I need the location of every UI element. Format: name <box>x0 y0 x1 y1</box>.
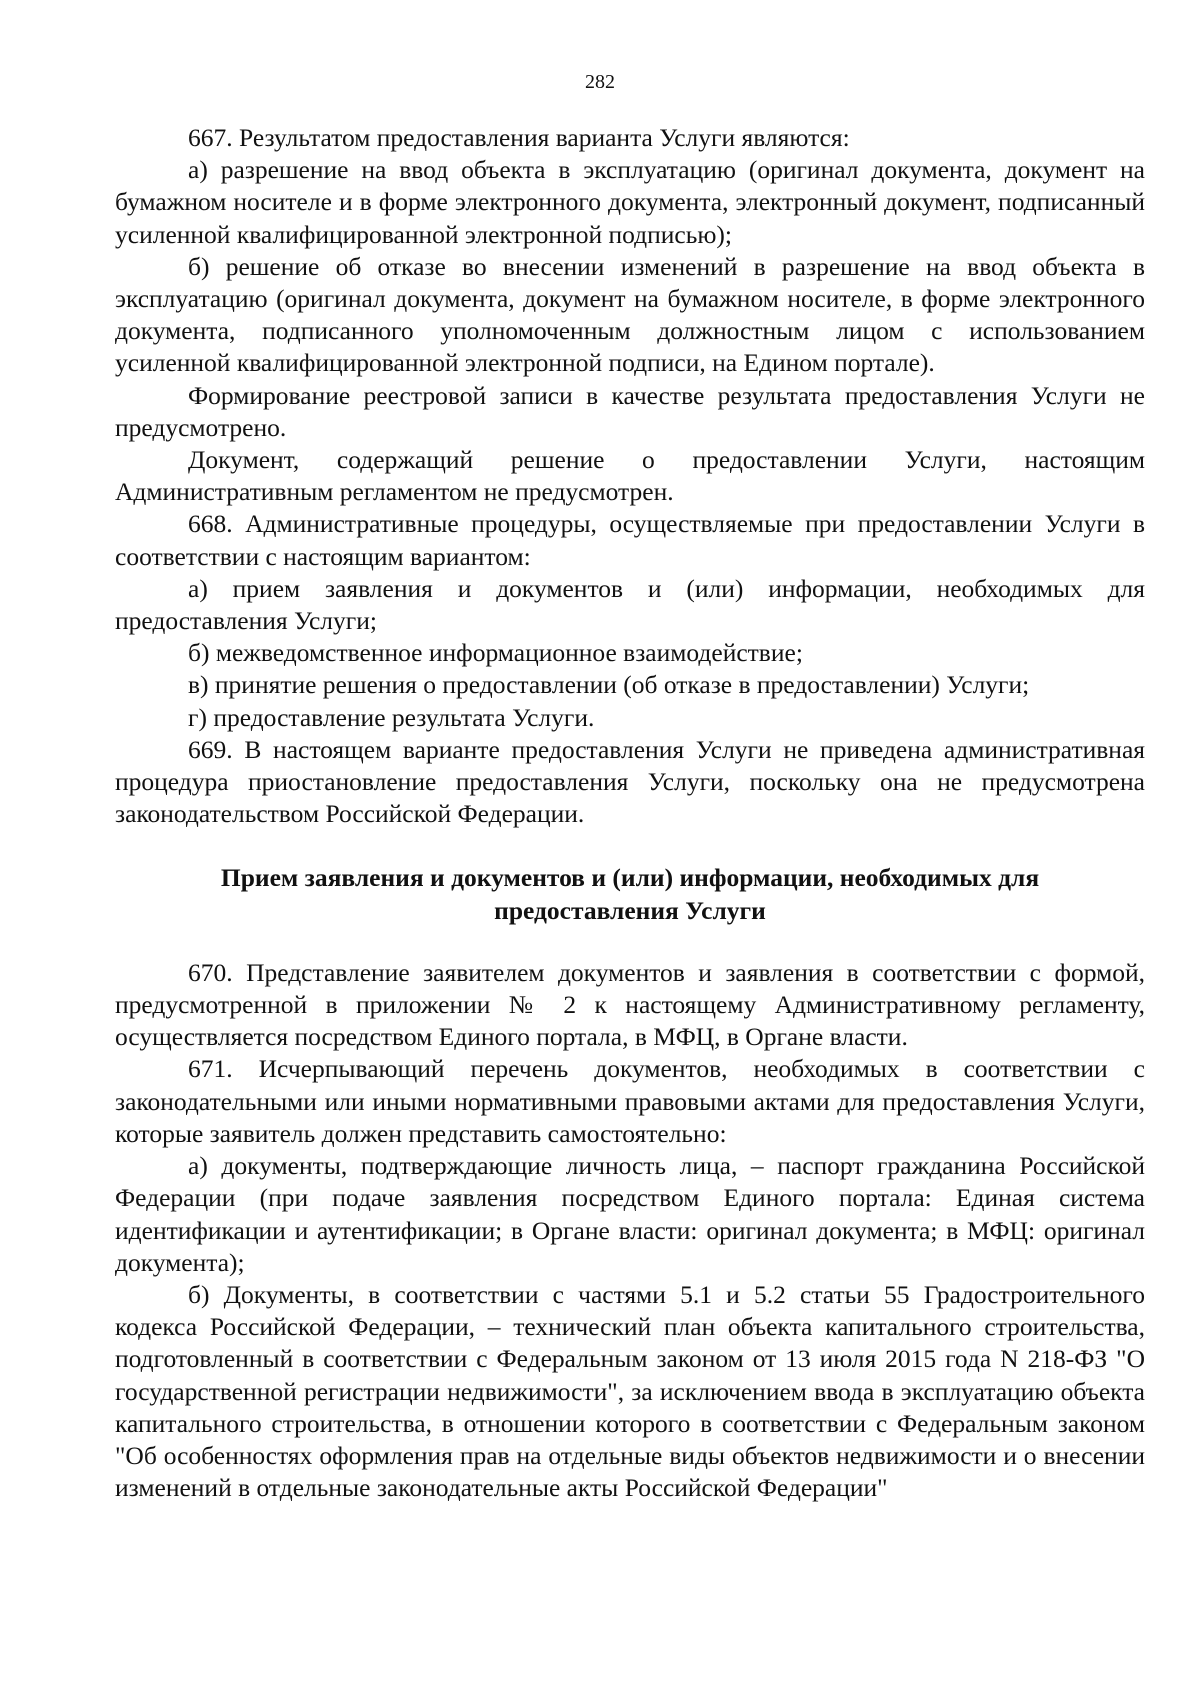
paragraph-667: 667. Результатом предоставления варианта Услуги являются: <box>188 123 850 152</box>
paragraph-registry-record: Формирование реестровой записи в качестве результата предоставления Услуги не предусмотрено. <box>115 380 1145 442</box>
paragraph-671-b: б) Документы, в соответствии с частями 5.1 и 5.2 статьи 55 Градостроительного кодекса Российской Федерации, – технический план объекта капитального строительства, подготовленный в соответствии с Федеральным законом от 13 июля 2015 года N 218-ФЗ "О государственной регистрации недвижимости", за исключением ввода в эксплуатацию объекта капитального строительства, в отношении которого в соответствии с Федеральным законом "Об особенностях оформления прав на отдельные виды объектов недвижимости и о внесении изменений в отдельные законодательные акты Российской Федерации" <box>115 1279 1145 1503</box>
paragraph-668-b: б) межведомственное информационное взаимодействие; <box>188 638 803 668</box>
paragraph-668-a: а) прием заявления и документов и (или) информации, необходимых для предоставления Услуги; <box>115 573 1145 636</box>
paragraph-670: 670. Представление заявителем документов и заявления в соответствии с формой, предусмотренной в приложении № 2 к настоящему Административному регламенту, осуществляется посредством Единого портала, в МФЦ, в Органе власти. <box>115 957 1145 1052</box>
document-body <box>115 122 1145 1504</box>
section-heading-line-1: Прием заявления и документов и (или) информации, необходимых для <box>220 863 1040 893</box>
paragraph-decision-document: Документ, содержащий решение о предоставлении Услуги, настоящим Административным регламентом не предусмотрен. <box>115 445 1145 507</box>
section-heading <box>115 862 1145 926</box>
paragraph-668-v: в) принятие решения о предоставлении (об отказе в предоставлении) Услуги; <box>188 670 1030 700</box>
paragraph-667-b: б) решение об отказе во внесении изменений в разрешение на ввод объекта в эксплуатацию (оригинал документа, документ на бумажном носителе, в форме электронного документа, подписанного уполномоченным должностным лицом с использованием усиленной квалифицированной электронной подписи, на Едином портале). <box>115 251 1145 378</box>
page-number: 282 <box>585 71 615 93</box>
paragraph-671-a: а) документы, подтверждающие личность лица, – паспорт гражданина Российской Федерации (при подаче заявления посредством Единого портала: Единая система идентификации и аутентификации; в Органе власти: оригинал документа; в МФЦ: оригинал документа); <box>115 1151 1145 1277</box>
section-heading-line-2: предоставления Услуги <box>494 895 766 925</box>
paragraph-671: 671. Исчерпывающий перечень документов, необходимых в соответствии с законодательными или иными нормативными правовыми актами для предоставления Услуги, которые заявитель должен представить самостоятельно: <box>115 1054 1145 1148</box>
paragraph-668-g: г) предоставление результата Услуги. <box>188 702 595 732</box>
paragraph-669: 669. В настоящем варианте предоставления Услуги не приведена административная процедура приостановление предоставления Услуги, поскольку она не предусмотрена законодательством Российской Федерации. <box>115 734 1145 829</box>
paragraph-668: 668. Административные процедуры, осуществляемые при предоставлении Услуги в соответствии с настоящим вариантом: <box>115 509 1145 571</box>
paragraph-667-a: а) разрешение на ввод объекта в эксплуатацию (оригинал документа, документ на бумажном носителе и в форме электронного документа, электронный документ, подписанный усиленной квалифицированной электронной подписью); <box>115 155 1145 249</box>
